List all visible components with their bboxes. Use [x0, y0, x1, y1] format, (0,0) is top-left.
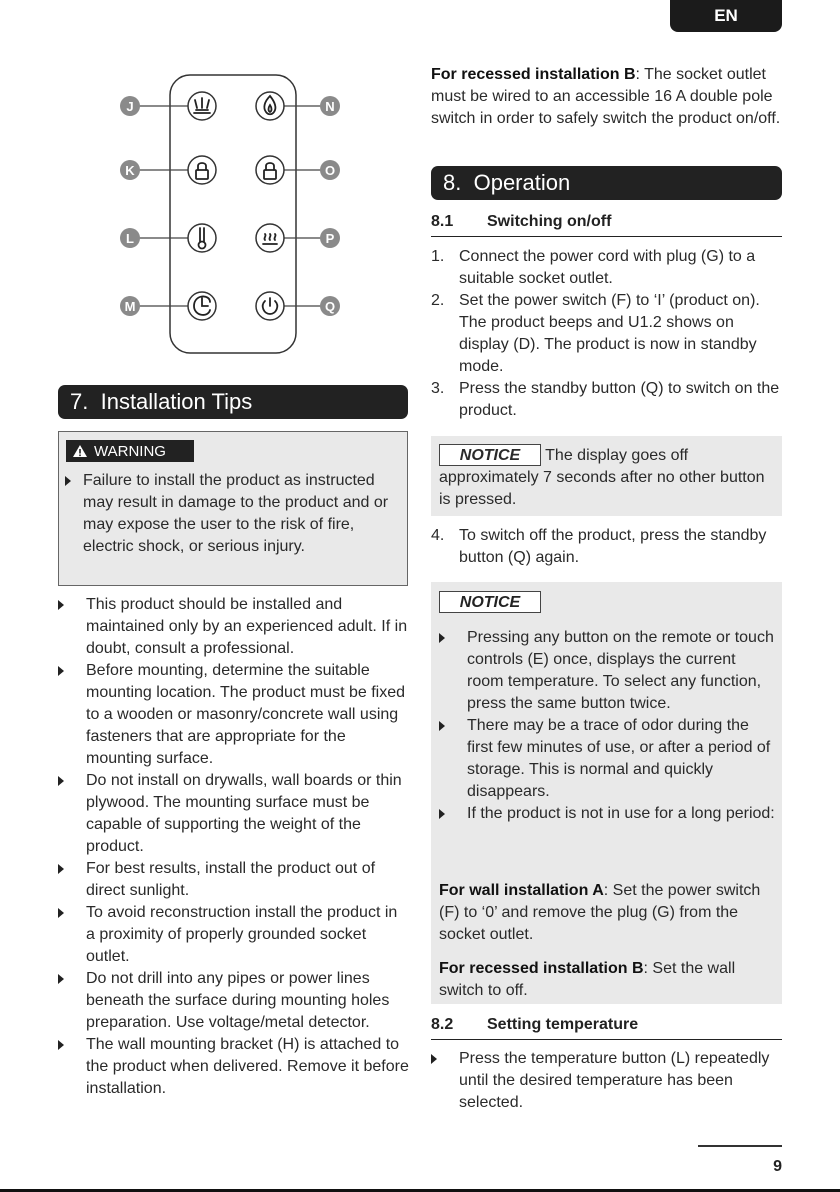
- list-item: If the product is not in use for a long period:: [439, 803, 775, 825]
- recessed-installation-paragraph: For recessed installation B: The socket outlet must be wired to an accessible 16 A double pole switch in order to safely switch the product on/off.: [431, 66, 781, 127]
- list-item: Pressing any button on the remote or touch controls (E) once, displays the current room temperature. To select any function, press the same button twice.: [439, 627, 775, 715]
- list-item: 3. Press the standby button (Q) to switch on the product.: [431, 380, 780, 419]
- temperature-list: [431, 1048, 783, 1114]
- label-n: N: [325, 99, 335, 114]
- page-number-rule: [698, 1145, 782, 1147]
- section-8-title: Operation: [473, 170, 571, 195]
- label-q: Q: [324, 299, 336, 314]
- list-item: Before mounting, determine the suitable mounting location. The product must be fixed to a wooden or masonry/concrete wall using fasteners that are appropriate for the mounting surface.: [58, 660, 410, 770]
- list-item: 4. To switch off the product, press the standby button (Q) again.: [431, 527, 767, 566]
- subsection-8-1-header: 8.1 Switching on/off: [431, 213, 782, 237]
- warning-text: Failure to install the product as instructed may result in damage to the product and or may expose the user to the risk of fire, electric shock, or serious injury.: [65, 470, 400, 558]
- label-j: J: [126, 99, 134, 114]
- notice-box-usage: [431, 582, 782, 1004]
- list-item: Do not drill into any pipes or power lines beneath the surface during mounting holes preparation. Use voltage/metal detector.: [58, 968, 410, 1034]
- notice-label: NOTICE: [439, 444, 541, 466]
- label-m: M: [124, 299, 136, 314]
- list-item: 1. Connect the power cord with plug (G) to a suitable socket outlet.: [431, 248, 756, 287]
- notice-label: NOTICE: [439, 591, 541, 613]
- wall-installation-paragraph: For wall installation A: Set the power switch (F) to ‘0’ and remove the plug (G) from the socket outlet.: [439, 882, 761, 943]
- list-item: This product should be installed and maintained only by an experienced adult. If in doubt, consult a professional.: [58, 594, 410, 660]
- notice-box-display: [431, 436, 782, 516]
- label-l: L: [126, 231, 134, 246]
- list-item: For best results, install the product out of direct sunlight.: [58, 858, 410, 902]
- section-8-number: 8.: [443, 170, 462, 195]
- remote-right-labels: [320, 96, 340, 316]
- section-7-number: 7.: [70, 389, 89, 414]
- label-p: P: [325, 231, 335, 246]
- language-tab: EN: [670, 0, 782, 32]
- installation-tips-list: [58, 594, 410, 1100]
- label-o: O: [324, 163, 336, 178]
- switching-steps-list: [431, 246, 783, 422]
- list-item: Press the temperature button (L) repeatedly until the desired temperature has been selected.: [431, 1048, 783, 1114]
- list-item: Do not install on drywalls, wall boards or thin plywood. The mounting surface must be capable of supporting the weight of the product.: [58, 770, 410, 858]
- section-7-title: Installation Tips: [100, 389, 253, 414]
- list-item: The wall mounting bracket (H) is attached to the product when delivered. Remove it before installation.: [58, 1034, 410, 1100]
- subsection-8-2-header: 8.2 Setting temperature: [431, 1016, 782, 1040]
- remote-left-labels: [120, 96, 140, 316]
- list-item: To avoid reconstruction install the product in a proximity of properly grounded socket outlet.: [58, 902, 410, 968]
- remote-control-illustration: [110, 72, 350, 356]
- section-7-header: [58, 385, 408, 419]
- warning-label: WARNING: [66, 440, 194, 462]
- notice-text: The display goes off approximately 7 seconds after no other button is pressed.: [439, 447, 765, 508]
- warning-triangle-icon: [72, 444, 88, 458]
- list-item: 2. Set the power switch (F) to ‘I’ (product on). The product beeps and U1.2 shows on display (D). The product is now in standby mode.: [431, 292, 760, 375]
- page-number: 9: [773, 1158, 782, 1175]
- label-k: K: [125, 163, 135, 178]
- recessed-installation-note: For recessed installation B: Set the wall switch to off.: [439, 960, 736, 999]
- list-item: There may be a trace of odor during the first few minutes of use, or after a period of storage. This is normal and quickly disappears.: [439, 715, 775, 803]
- section-8-header: [431, 166, 782, 200]
- warning-box: [58, 431, 408, 586]
- switch-off-step: [431, 525, 783, 569]
